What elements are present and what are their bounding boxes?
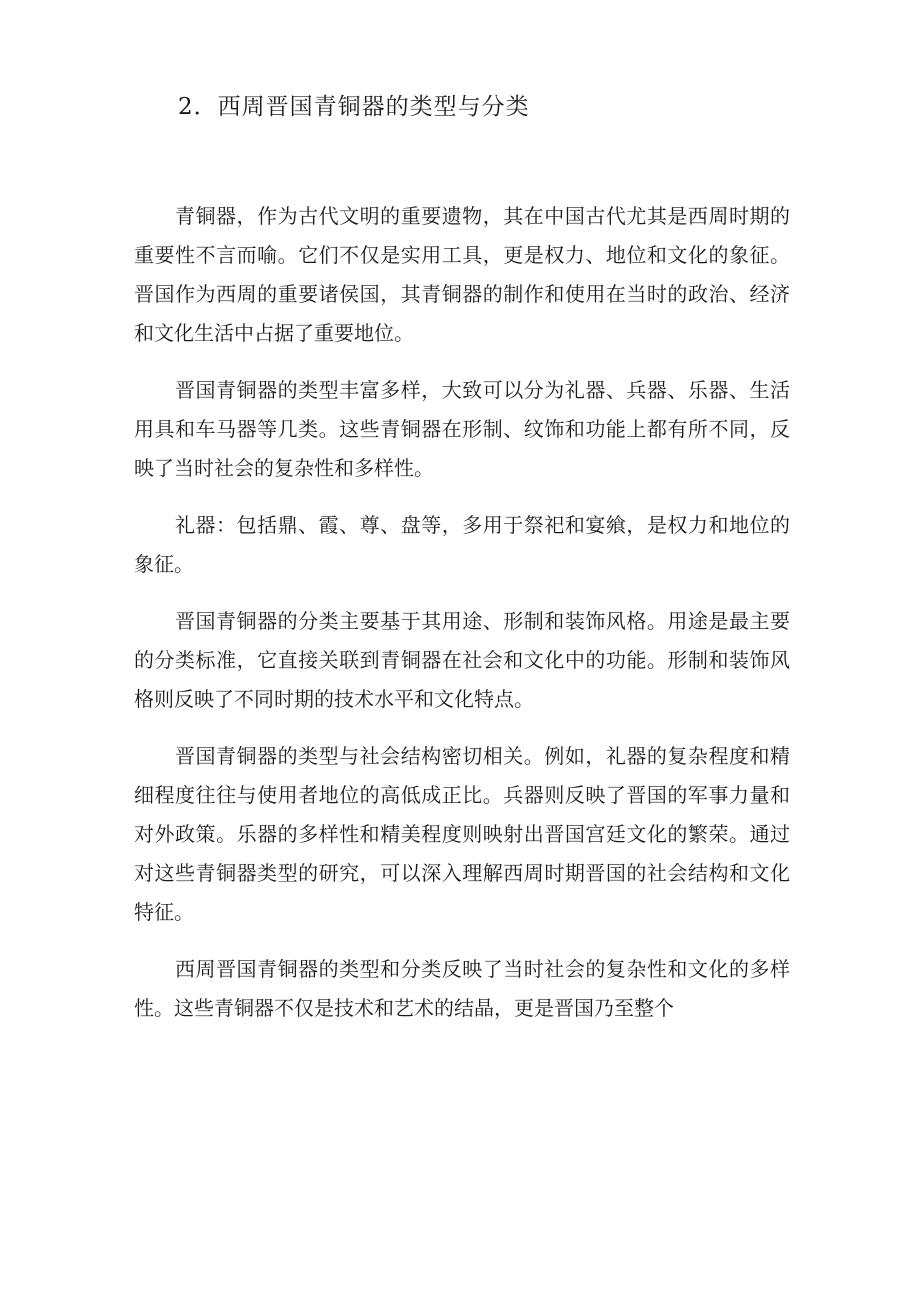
paragraph-classification: 晋国青铜器的分类主要基于其用途、形制和装饰风格。用途是最主要的分类标准，它直接关联到青铜器在社会和文化中的功能。形制和装饰风格则反映了不同时期的技术水平和文化特点。 [134,609,790,711]
paragraph-conclusion: 西周晋国青铜器的类型和分类反映了当时社会的复杂性和文化的多样性。这些青铜器不仅是技术和艺术的结晶，更是晋国乃至整个 [134,957,790,1020]
document-body [134,197,790,1046]
paragraph-social-structure: 晋国青铜器的类型与社会结构密切相关。例如，礼器的复杂程度和精细程度往往与使用者地位的高低成正比。兵器则反映了晋国的军事力量和对外政策。乐器的多样性和精美程度则映射出晋国宫廷文化的繁荣。通过对这些青铜器类型的研究，可以深入理解西周时期晋国的社会结构和文化特征。 [134,744,790,924]
paragraph-ritual-vessels: 礼器：包括鼎、霞、尊、盘等，多用于祭祀和宴飨，是权力和地位的象征。 [134,513,790,576]
section-heading: 2．西周晋国青铜器的类型与分类 [178,94,530,120]
paragraph-intro: 青铜器，作为古代文明的重要遗物，其在中国古代尤其是西周时期的重要性不言而喻。它们不仅是实用工具，更是权力、地位和文化的象征。晋国作为西周的重要诸侯国，其青铜器的制作和使用在当时的政治、经济和文化生活中占据了重要地位。 [134,204,790,345]
paragraph-types: 晋国青铜器的类型丰富多样，大致可以分为礼器、兵器、乐器、生活用具和车马器等几类。这些青铜器在形制、纹饰和功能上都有所不同，反映了当时社会的复杂性和多样性。 [134,378,790,480]
